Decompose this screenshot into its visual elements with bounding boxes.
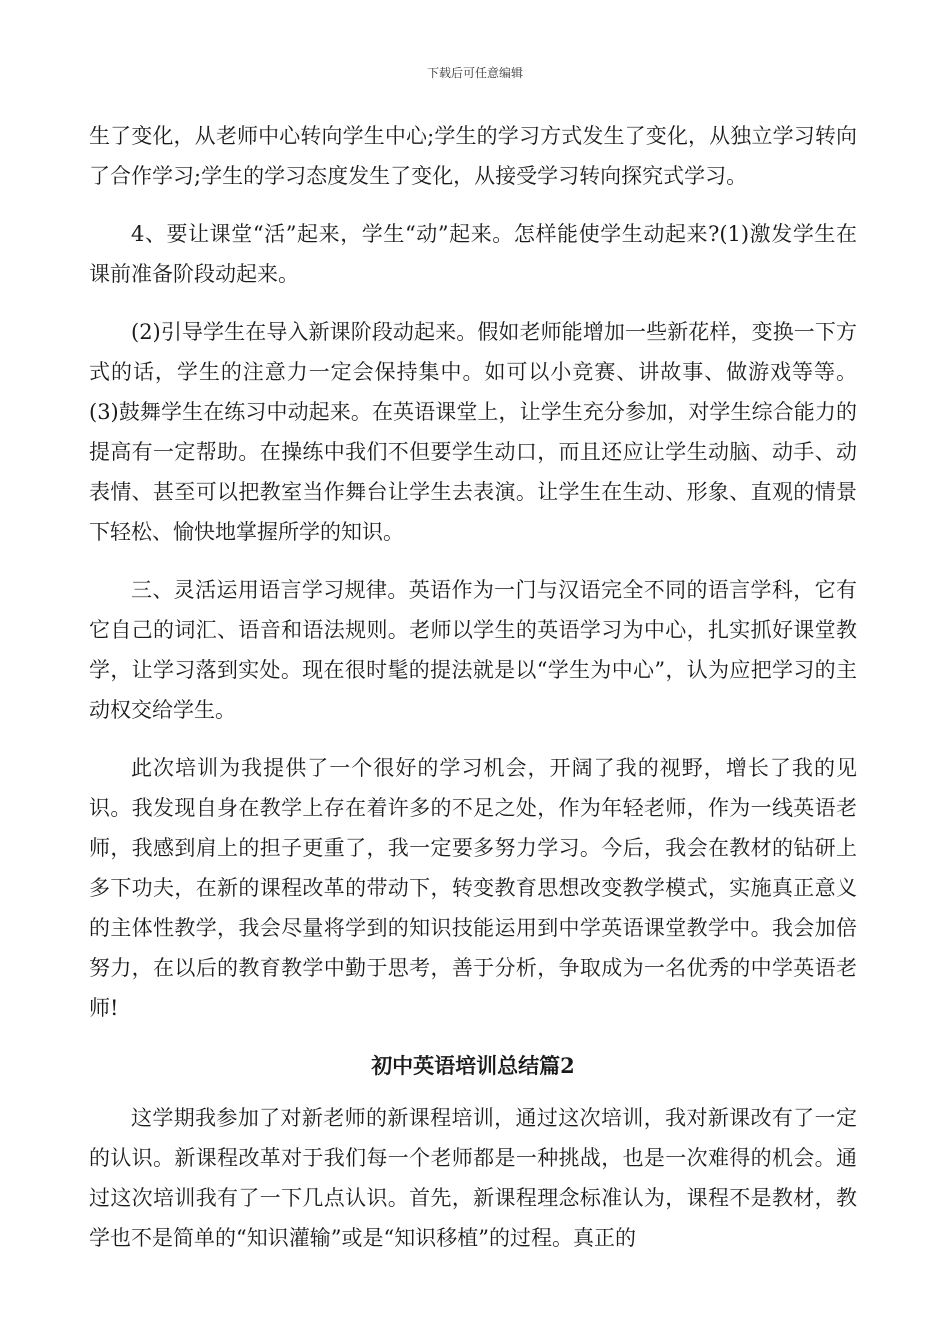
section-heading: 初中英语培训总结篇2 [371, 1053, 575, 1078]
paragraph-section-3: 三、灵活运用语言学习规律。英语作为一门与汉语完全不同的语言学科，它有它自己的词汇、语音和语法规则。老师以学生的英语学习为中心，扎实抓好课堂教学，让学习落到实处。现在很时髦的提法就是以“学生为中心”，认为应把学习的主动权交给学生。 [89, 578, 857, 722]
paragraph-conclusion: 此次培训为我提供了一个很好的学习机会，开阔了我的视野，增长了我的见识。我发现自身在教学上存在着许多的不足之处，作为年轻老师，作为一线英语老师，我感到肩上的担子更重了，我一定要多努力学习。今后，我会在教材的钻研上多下功夫，在新的课程改革的带动下，转变教育思想改变教学模式，实施真正意义的主体性教学，我会尽量将学到的知识技能运用到中学英语课堂教学中。我会加倍努力，在以后的教育教学中勤于思考，善于分析，争取成为一名优秀的中学英语老师! [89, 756, 857, 1020]
paragraph-points-2-3: (2)引导学生在导入新课阶段动起来。假如老师能增加一些新花样，变换一下方式的话，学生的注意力一定会保持集中。如可以小竞赛、讲故事、做游戏等等。 (3)鼓舞学生在练习中动起来。在英语课堂上，让学生充分参加，对学生综合能力的提高有一定帮助。在操练中我们不但要学生动口，而且还应让学生动脑、动手、动表情、甚至可以把教室当作舞台让学生去表演。让学生在生动、形象、直观的情景下轻松、愉快地掌握所学的知识。 [89, 320, 857, 544]
paragraph-point-4: 4、要让课堂“活”起来，学生“动”起来。怎样能使学生动起来?(1)激发学生在课前准备阶段动起来。 [89, 222, 857, 286]
page-header: 下载后可任意编辑 [426, 66, 523, 80]
paragraph-section2-intro: 这学期我参加了对新老师的新课程培训，通过这次培训，我对新课改有了一定的认识。新课程改革对于我们每一个老师都是一种挑战，也是一次难得的机会。通过这次培训我有了一下几点认识。首先，新课程理念标准认为，课程不是教材，教学也不是简单的“知识灌输”或是“知识移植”的过程。真正的 [89, 1106, 857, 1250]
document-body [89, 116, 857, 1276]
paragraph-continued: 生了变化，从老师中心转向学生中心;学生的学习方式发生了变化，从独立学习转向了合作学习;学生的学习态度发生了变化，从接受学习转向探究式学习。 [89, 124, 857, 188]
